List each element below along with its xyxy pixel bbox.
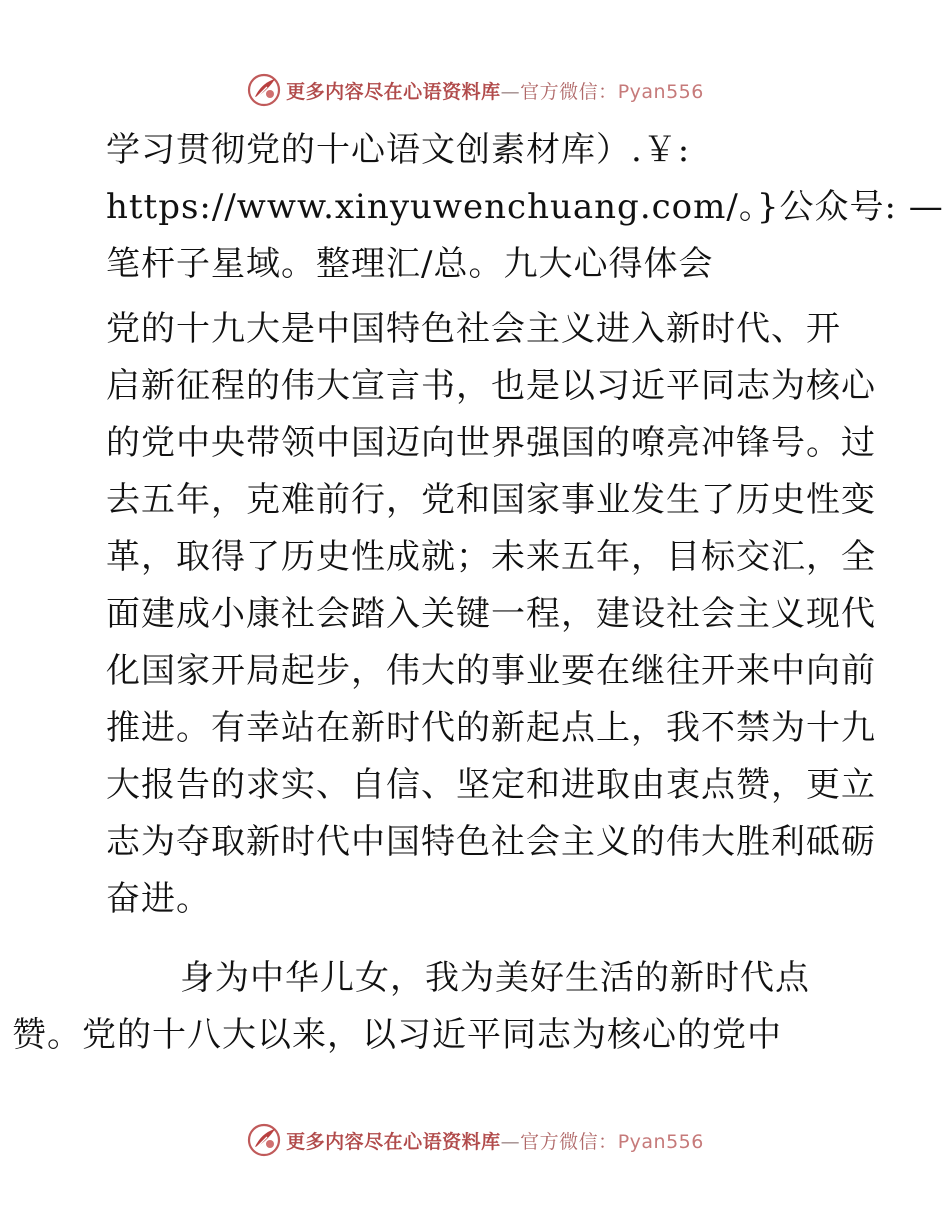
footer-watermark-banner bbox=[0, 1120, 950, 1160]
text-line: 学习贯彻党的十心语文创素材库）.￥: bbox=[106, 130, 691, 170]
text-line: 革，取得了历史性成就；未来五年，目标交汇，全 bbox=[106, 537, 876, 577]
banner-wechat-label: 官方微信： bbox=[520, 1130, 618, 1153]
text-line: 党的十九大是中国特色社会主义进入新时代、开 bbox=[106, 309, 841, 349]
text-line: 大报告的求实、自信、坚定和进取由衷点赞，更立 bbox=[106, 765, 876, 805]
text-line: 身为中华儿女，我为美好生活的新时代点 bbox=[180, 958, 810, 998]
text-line: 推进。有幸站在新时代的新起点上，我不禁为十九 bbox=[106, 708, 876, 748]
text-line: 志为夺取新时代中国特色社会主义的伟大胜利砥砺 bbox=[106, 822, 876, 862]
text-line: 奋进。 bbox=[106, 879, 211, 919]
banner-brand: 更多内容尽在心语资料库 bbox=[286, 80, 501, 103]
quill-logo-icon bbox=[246, 1122, 282, 1158]
text-line: 面建成小康社会踏入关键一程，建设社会主义现代 bbox=[106, 594, 876, 634]
text-line: https://www.xinyuwenchuang.com/。}公众号: — bbox=[106, 187, 944, 227]
text-line: 化国家开局起步，伟大的事业要在继往开来中向前 bbox=[106, 651, 876, 691]
paragraph-3 bbox=[12, 950, 856, 1064]
banner-separator: — bbox=[500, 80, 521, 103]
text-line: 去五年，克难前行，党和国家事业发生了历史性变 bbox=[106, 480, 876, 520]
paragraph-2 bbox=[96, 301, 876, 928]
header-watermark-banner bbox=[0, 70, 950, 110]
paragraph-1 bbox=[96, 122, 944, 293]
quill-logo-icon bbox=[246, 72, 282, 108]
banner-wechat-id: Pyan556 bbox=[617, 1130, 704, 1153]
text-line: 启新征程的伟大宣言书，也是以习近平同志为核心 bbox=[106, 366, 876, 406]
document-body bbox=[12, 122, 944, 1064]
banner-separator: — bbox=[500, 1130, 521, 1153]
text-line: 的党中央带领中国迈向世界强国的嘹亮冲锋号。过 bbox=[106, 423, 876, 463]
banner-text bbox=[286, 1127, 704, 1154]
banner-text bbox=[286, 77, 704, 104]
text-line: 赞。党的十八大以来，以习近平同志为核心的党中 bbox=[12, 1015, 782, 1055]
banner-brand: 更多内容尽在心语资料库 bbox=[286, 1130, 501, 1153]
banner-wechat-label: 官方微信： bbox=[520, 80, 618, 103]
text-line: 笔杆子星域。整理汇/总。九大心得体会 bbox=[106, 244, 714, 284]
banner-wechat-id: Pyan556 bbox=[617, 80, 704, 103]
